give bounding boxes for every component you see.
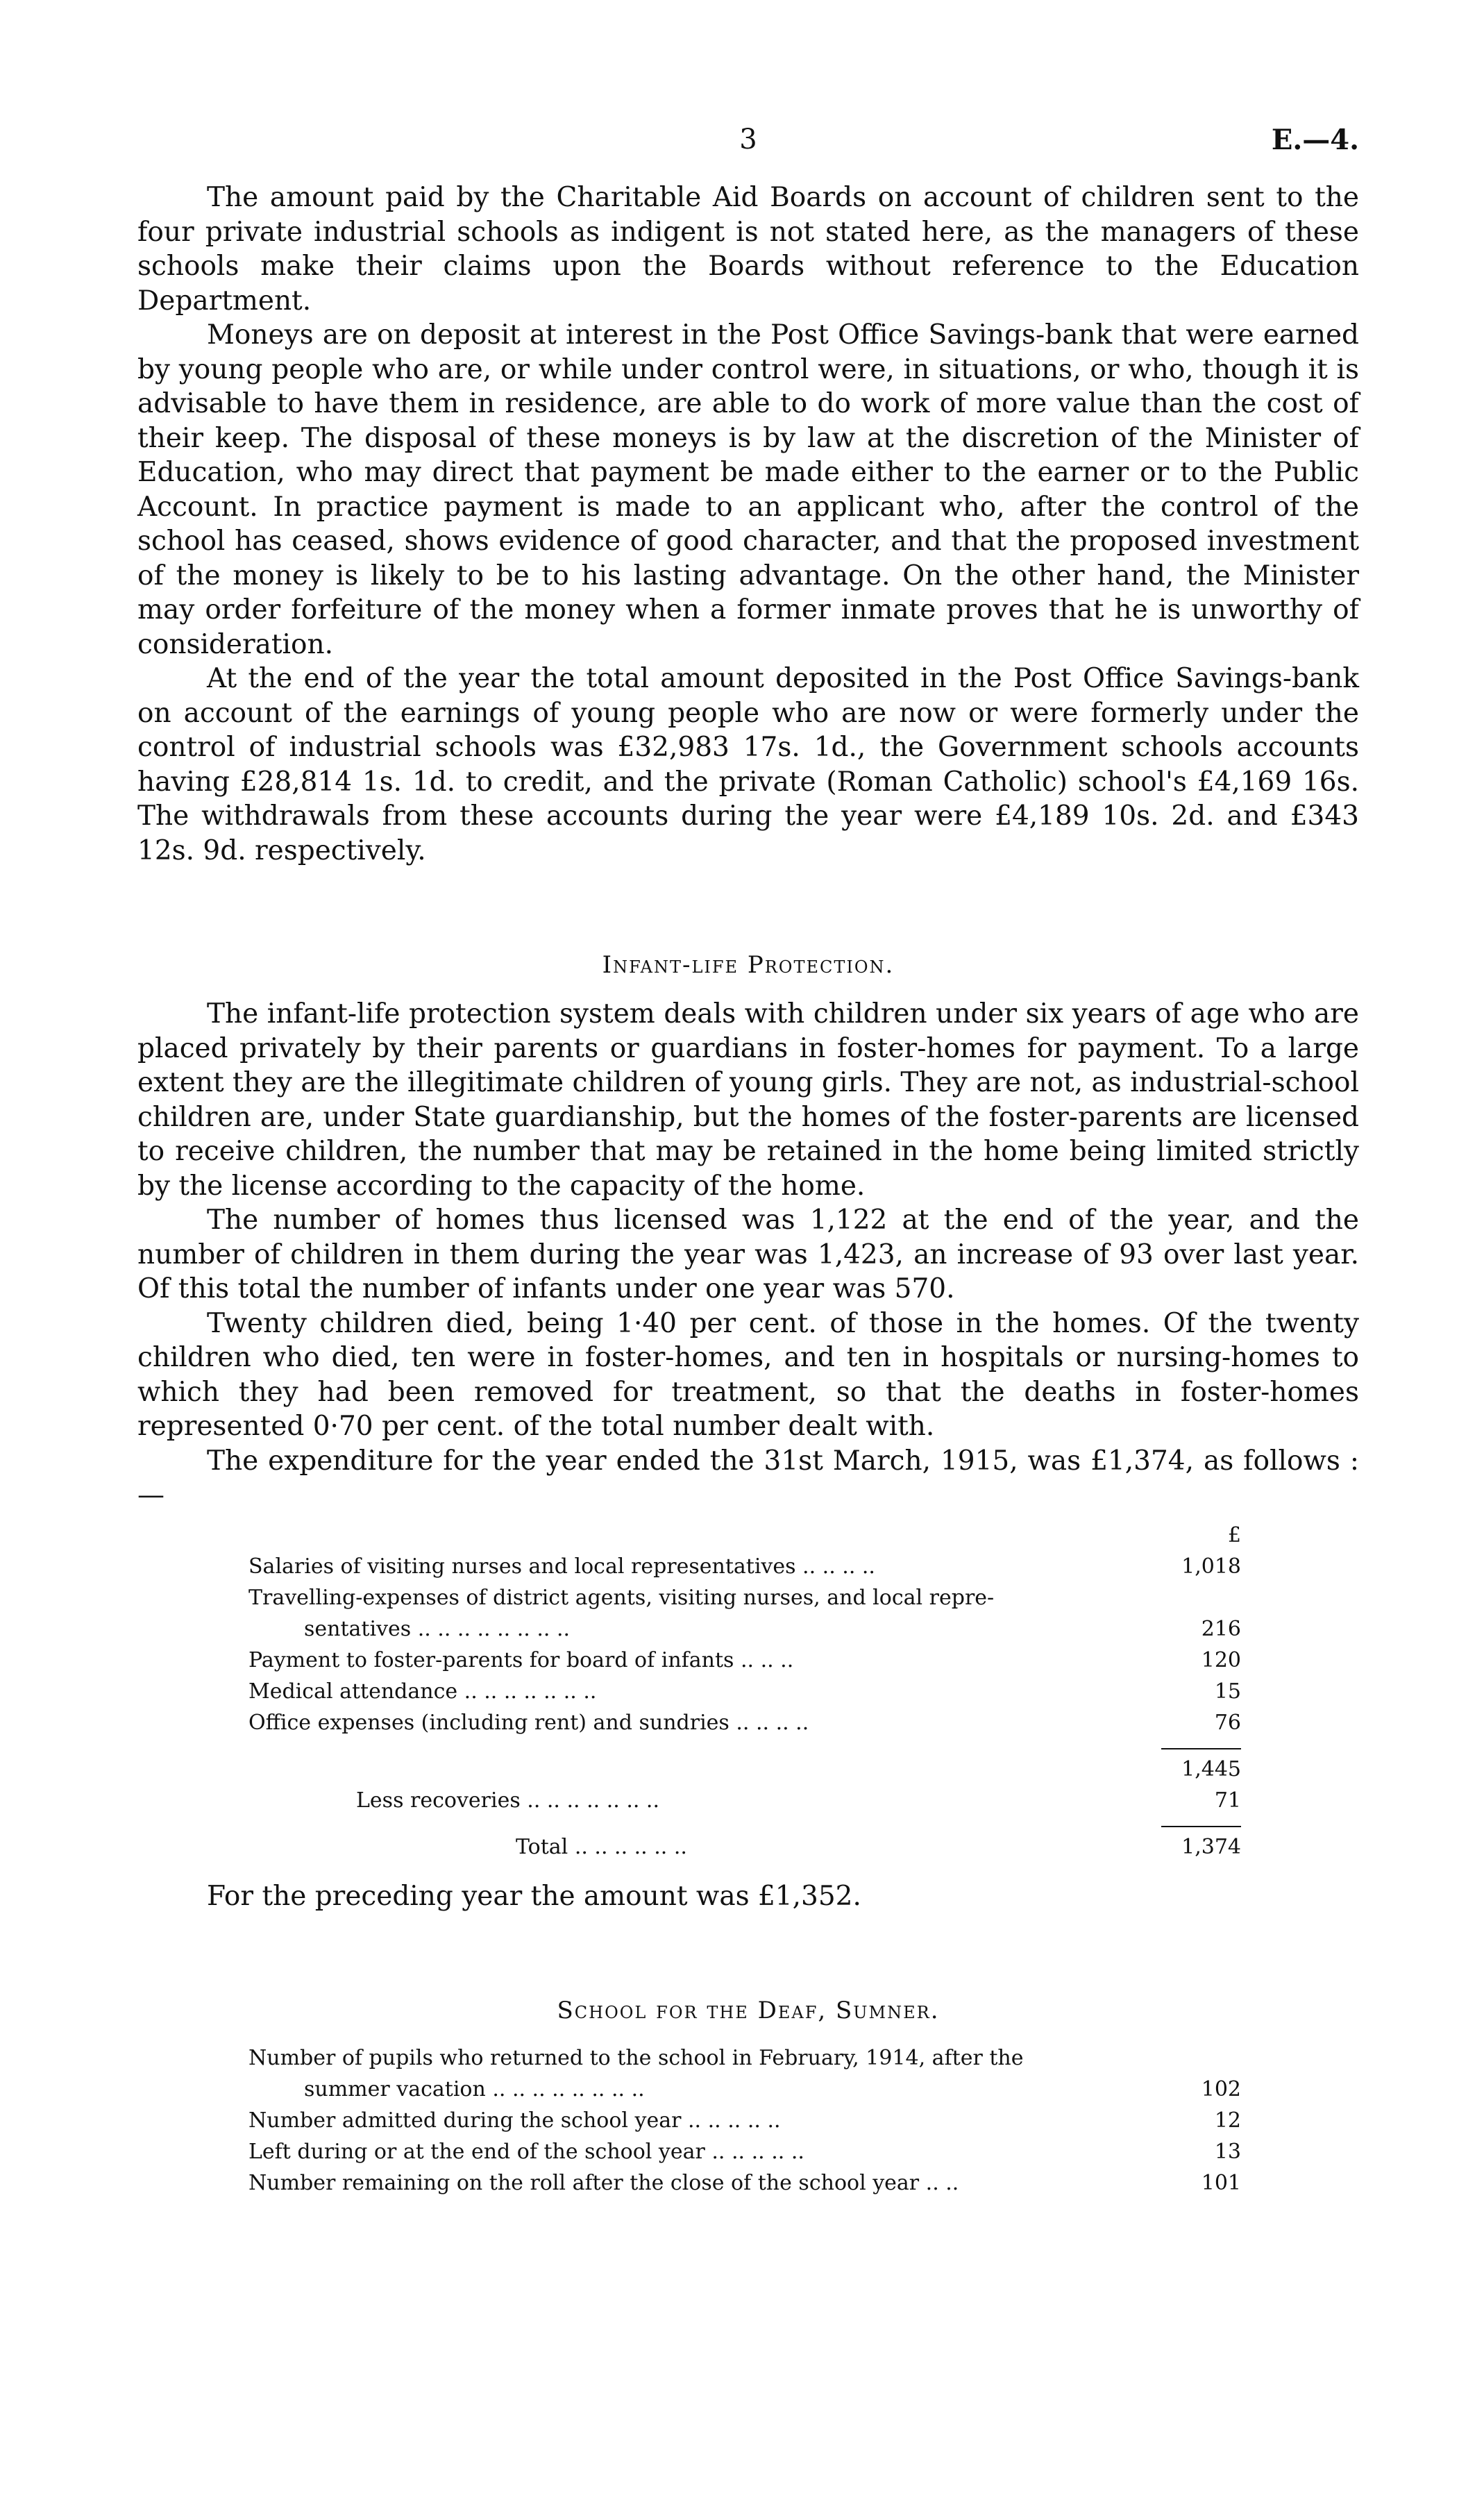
expenditure-table [248,1520,1241,1863]
savings-section [137,181,1359,868]
row-amount: 15 [1214,1679,1241,1704]
row-value: 101 [1201,2171,1241,2195]
row-value: 12 [1214,2108,1241,2133]
table-row [248,2105,1241,2136]
page-header [137,0,1359,181]
table-row [248,2136,1241,2167]
row-label: Salaries of visiting nurses and local representatives .. .. .. .. [248,1554,875,1579]
row-value: 102 [1201,2077,1241,2101]
table-row [248,1676,1241,1707]
row-label: Left during or at the end of the school year .. .. .. .. .. [248,2140,804,2164]
table-row [248,1551,1241,1582]
row-amount: 71 [1214,1788,1241,1813]
less-row [248,1785,1241,1816]
subtotal-row [248,1754,1241,1785]
row-label-continued: sentatives .. .. .. .. .. .. .. .. [304,1616,571,1641]
row-label: Number of pupils who returned to the school in February, 1914, after the [248,2046,1024,2070]
row-label: Total .. .. .. .. .. .. [516,1834,687,1859]
row-label: Medical attendance .. .. .. .. .. .. .. [248,1679,597,1704]
table-row [248,1707,1241,1738]
paragraph: The number of homes thus licensed was 1,122 at the end of the year, and the number of children in them during the year was 1,423, an increase of 93 over last year. Of this total the number of infants under one year was 570. [137,1204,1359,1304]
row-label: Number admitted during the school year .. .. .. .. .. [248,2108,781,2133]
row-amount: 120 [1201,1647,1241,1672]
section-heading: Infant-life Protection. [602,951,895,979]
paragraph: Moneys are on deposit at interest in the Post Office Savings-bank that were earned by young people who are, or while under control were, in situations, or who, though it is advisable to have them in residence, are able to do work of more value than the cost of their keep. The disposal of these moneys is by law at the discretion of the Minister of Education, who may direct that payment be made either to the earner or to the Public Account. In practice payment is made to an applicant who, after the control of the school has ceased, shows evidence of good character, and that the proposed investment of the money is likely to be to his lasting advantage. On the other hand, the Minister may order forfeiture of the money when a former inmate proves that he is unworthy of consideration. [137,319,1359,660]
table-row [248,1582,1241,1645]
row-label: Less recoveries .. .. .. .. .. .. .. [356,1788,660,1813]
paragraph: For the preceding year the amount was £1,352. [207,1880,861,1912]
paragraph: At the end of the year the total amount deposited in the Post Office Savings-bank on account of the earnings of young people who are now or were formerly under the control of industrial schools was £32,983 17s. 1d., the Government schools accounts having £28,814 1s. 1d. to credit, and the private (Roman Catholic) school's £4,169 16s. The withdrawals from these accounts during the year were £4,189 10s. 2d. and £343 12s. 9d. respectively. [137,663,1359,866]
deaf-school-section [137,1997,1359,2199]
row-amount: 1,018 [1181,1554,1241,1579]
row-amount: 76 [1214,1710,1241,1735]
paragraph: The amount paid by the Charitable Aid Boards on account of children sent to the four private industrial schools as indigent is not stated here, as the managers of these schools make their claims upon the Boards without reference to the Education Department. [137,182,1359,317]
paragraph: The expenditure for the year ended the 31st March, 1915, was £1,374, as follows :— [137,1445,1359,1511]
pupils-table [248,2042,1241,2199]
row-label: Travelling-expenses of district agents, visiting nurses, and local repre- [248,1585,995,1610]
section-heading: School for the Deaf, Sumner. [557,1997,940,2024]
row-label-continued: summer vacation .. .. .. .. .. .. .. .. [304,2077,645,2101]
document-code: E.—4. [1271,124,1359,156]
page-number: 3 [739,124,757,156]
paragraph: Twenty children died, being 1·40 per cent. of those in the homes. Of the twenty children who died, ten were in foster-homes, and ten in hospitals or nursing-homes to which they had been removed for treatment, so that the deaths in foster-homes represented 0·70 per cent. of the total number dealt with. [137,1307,1359,1442]
sum-rule [1161,1826,1241,1827]
total-row [248,1831,1241,1863]
infant-life-section [137,951,1359,1913]
subtotal-amount: 1,445 [1181,1756,1241,1781]
table-row [248,2042,1241,2105]
sum-rule [1161,1748,1241,1749]
row-amount: 216 [1201,1616,1241,1641]
currency-unit: £ [1227,1522,1241,1547]
total-amount: 1,374 [1181,1834,1241,1859]
table-row [248,1645,1241,1676]
table-row [248,2167,1241,2199]
paragraph: The infant-life protection system deals with children under six years of age who are placed privately by their parents or guardians in foster-homes for payment. To a large extent they are the illegitimate children of young girls. They are not, as industrial-school children are, under State guardianship, but the homes of the foster-parents are licensed to receive children, the number that may be retained in the home being limited strictly by the license according to the capacity of the home. [137,998,1359,1202]
document-page [137,0,1359,2199]
row-label: Office expenses (including rent) and sundries .. .. .. .. [248,1710,809,1735]
row-value: 13 [1214,2140,1241,2164]
row-label: Payment to foster-parents for board of infants .. .. .. [248,1647,794,1672]
row-label: Number remaining on the roll after the close of the school year .. .. [248,2171,959,2195]
